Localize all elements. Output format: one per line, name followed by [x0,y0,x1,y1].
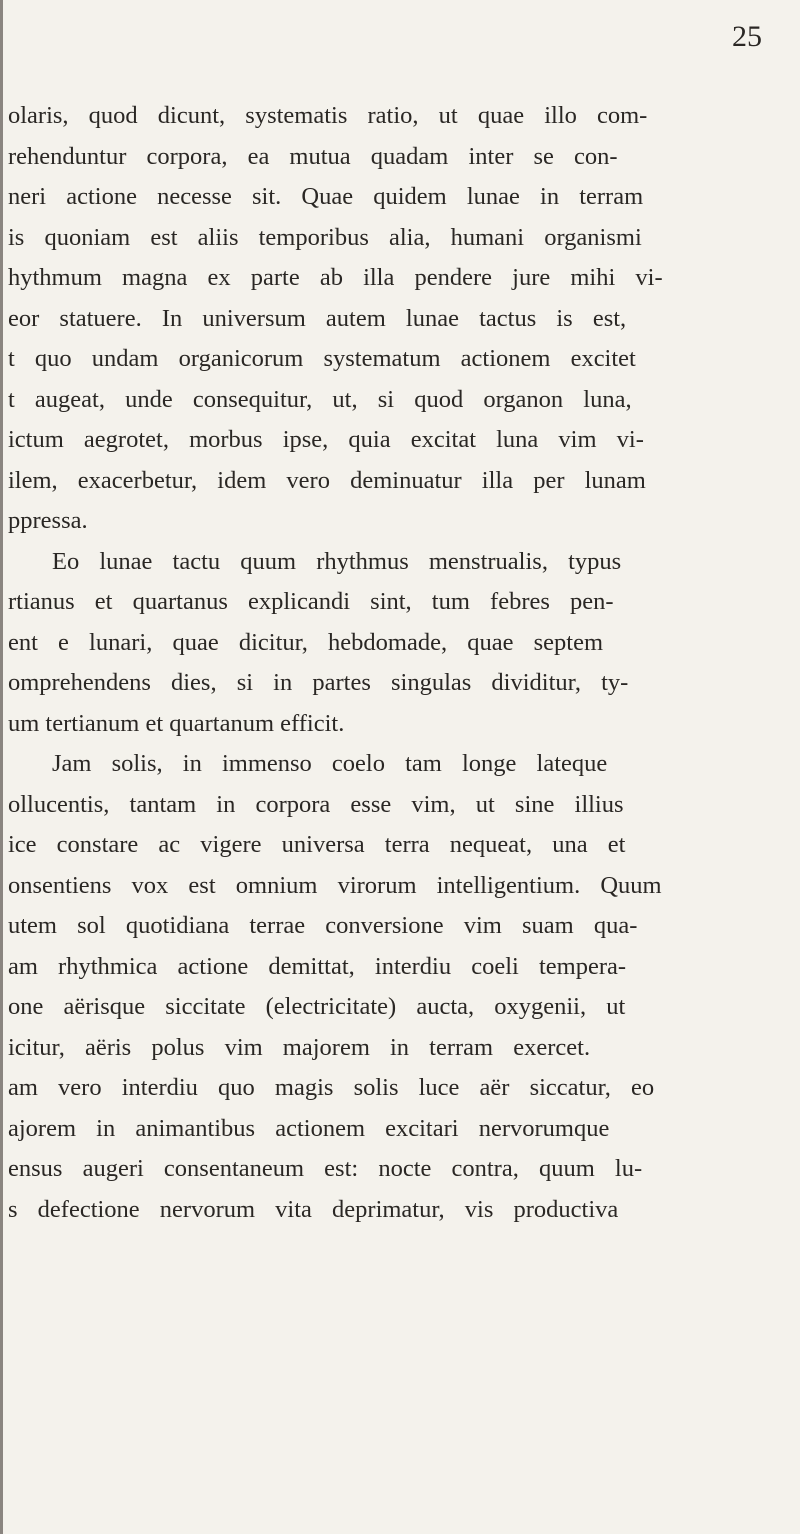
text-line: ice constare ac vigere universa terra nequeat, una et [8,831,626,858]
text-line: is quoniam est aliis temporibus alia, humani organismi [8,223,642,251]
text-line: ensus augeri consentaneum est: nocte contra, quum lu- [8,1155,643,1182]
text-line: s defectione nervorum vita deprimatur, vis productiva [8,1195,619,1223]
text-line: ollucentis, tantam in corpora esse vim, ut sine illius [8,790,624,818]
text-line: rtianus et quartanus explicandi sint, tum febres pen- [8,588,614,615]
text-line: utem sol quotidiana terrae conversione vim suam qua- [8,912,638,939]
paragraph [8,542,788,745]
text-line: one aërisque siccitate (electricitate) aucta, oxygenii, ut [8,993,626,1020]
body-text [8,96,788,1230]
text-line: eor statuere. In universum autem lunae tactus is est, [8,304,627,332]
text-line: omprehendens dies, si in partes singulas dividitur, ty- [8,669,629,696]
page-number: 25 [732,20,762,53]
text-line: Eo lunae tactu quum rhythmus menstrualis, typus [52,547,622,575]
text-line: icitur, aëris polus vim majorem in terram exercet. [8,1033,591,1061]
text-line: am vero interdiu quo magis solis luce aër siccatur, eo [8,1074,655,1101]
page-left-edge [0,0,3,1534]
text-line: am rhythmica actione demittat, interdiu coeli tempera- [8,952,627,980]
text-line: ajorem in animantibus actionem excitari nervorumque [8,1114,610,1142]
text-line: onsentiens vox est omnium virorum intelligentium. Quum [8,871,662,899]
text-line: t augeat, unde consequitur, ut, si quod organon luna, [8,385,632,413]
text-line: olaris, quod dicunt, systematis ratio, ut quae illo com- [8,102,648,129]
text-line: t quo undam organicorum systematum actionem excitet [8,345,636,372]
text-line: Jam solis, in immenso coelo tam longe lateque [52,750,608,777]
paragraph [8,96,788,542]
text-line: ppressa. [8,507,88,534]
paragraph [8,744,788,1230]
text-line: um tertianum et quartanum efficit. [8,709,345,737]
text-line: rehenduntur corpora, ea mutua quadam inter se con- [8,142,618,170]
text-line: ilem, exacerbetur, idem vero deminuatur illa per lunam [8,466,646,494]
text-line: neri actione necesse sit. Quae quidem lunae in terram [8,183,644,210]
text-line: hythmum magna ex parte ab illa pendere jure mihi vi- [8,264,663,291]
text-line: ictum aegrotet, morbus ipse, quia excitat luna vim vi- [8,426,644,453]
text-line: ent e lunari, quae dicitur, hebdomade, quae septem [8,628,603,656]
